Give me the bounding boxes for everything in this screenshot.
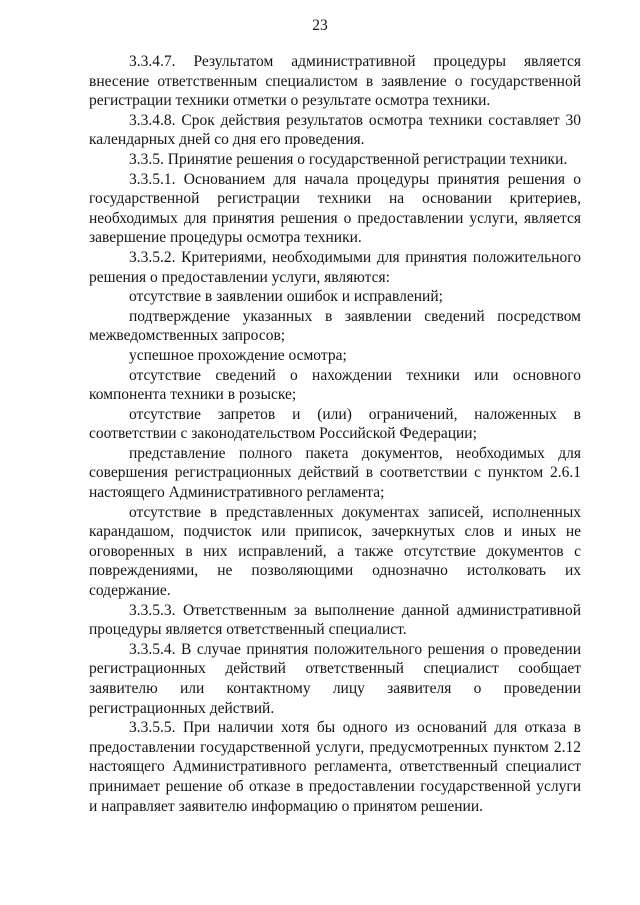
criteria-list-item: успешное прохождение осмотра; bbox=[129, 346, 347, 364]
page-number: 23 bbox=[312, 17, 328, 34]
paragraph-3-3-4-7: 3.3.4.7. Результатом административной процедуры является внесение ответственным специалистом в заявление о государственной регистрации техники отметки о результате осмотра техники. bbox=[89, 53, 581, 110]
paragraph-3-3-5-3: 3.3.5.3. Ответственным за выполнение данной административной процедуры является ответственный специалист. bbox=[89, 601, 581, 639]
section-heading-3-3-5: 3.3.5. Принятие решения о государственной регистрации техники. bbox=[129, 150, 568, 168]
criteria-list-item: отсутствие сведений о нахождении техники или основного компонента техники в розыске; bbox=[89, 366, 581, 404]
criteria-list-item: представление полного пакета документов, необходимых для совершения регистрационных действий в соответствии с пунктом 2.6.1 настоящего Административного регламента; bbox=[89, 444, 581, 502]
criteria-list-item: подтверждение указанных в заявлении сведений посредством межведомственных запросов; bbox=[89, 307, 581, 345]
paragraph-3-3-4-8: 3.3.4.8. Срок действия результатов осмотра техники составляет 30 календарных дней со дня его проведения. bbox=[89, 111, 581, 149]
criteria-list-item: отсутствие в представленных документах записей, исполненных карандашом, подчисток или приписок, зачеркнутых слов и иных не оговоренных в них исправлений, а также отсутствие документов с повреждениями, не позволяющими однозначно истолковать их содержание. bbox=[89, 503, 581, 600]
criteria-list-item: отсутствие в заявлении ошибок и исправлений; bbox=[129, 288, 443, 306]
paragraph-3-3-5-5: 3.3.5.5. При наличии хотя бы одного из оснований для отказа в предоставлении государственной услуги, предусмотренных пунктом 2.12 настоящего Административного регламента, ответственный специалист принимает решение об отказе в предоставлении государственной услуги и направляет заявителю информацию о принятом решении. bbox=[89, 719, 581, 815]
document-body bbox=[89, 52, 581, 816]
paragraph-3-3-5-4: 3.3.5.4. В случае принятия положительного решения о проведении регистрационных действий ответственный специалист сообщает заявителю или контактному лицу заявителя о проведении регистрационных действий. bbox=[89, 640, 581, 717]
criteria-list-item: отсутствие запретов и (или) ограничений, наложенных в соответствии с законодательством Российской Федерации; bbox=[89, 405, 581, 443]
paragraph-3-3-5-2: 3.3.5.2. Критериями, необходимыми для принятия положительного решения о предоставлении услуги, являются: bbox=[89, 248, 581, 286]
paragraph-3-3-5-1: 3.3.5.1. Основанием для начала процедуры принятия решения о государственной регистрации техники на основании критериев, необходимых для принятия решения о предоставлении услуги, является завершение процедуры осмотра техники. bbox=[89, 170, 581, 247]
